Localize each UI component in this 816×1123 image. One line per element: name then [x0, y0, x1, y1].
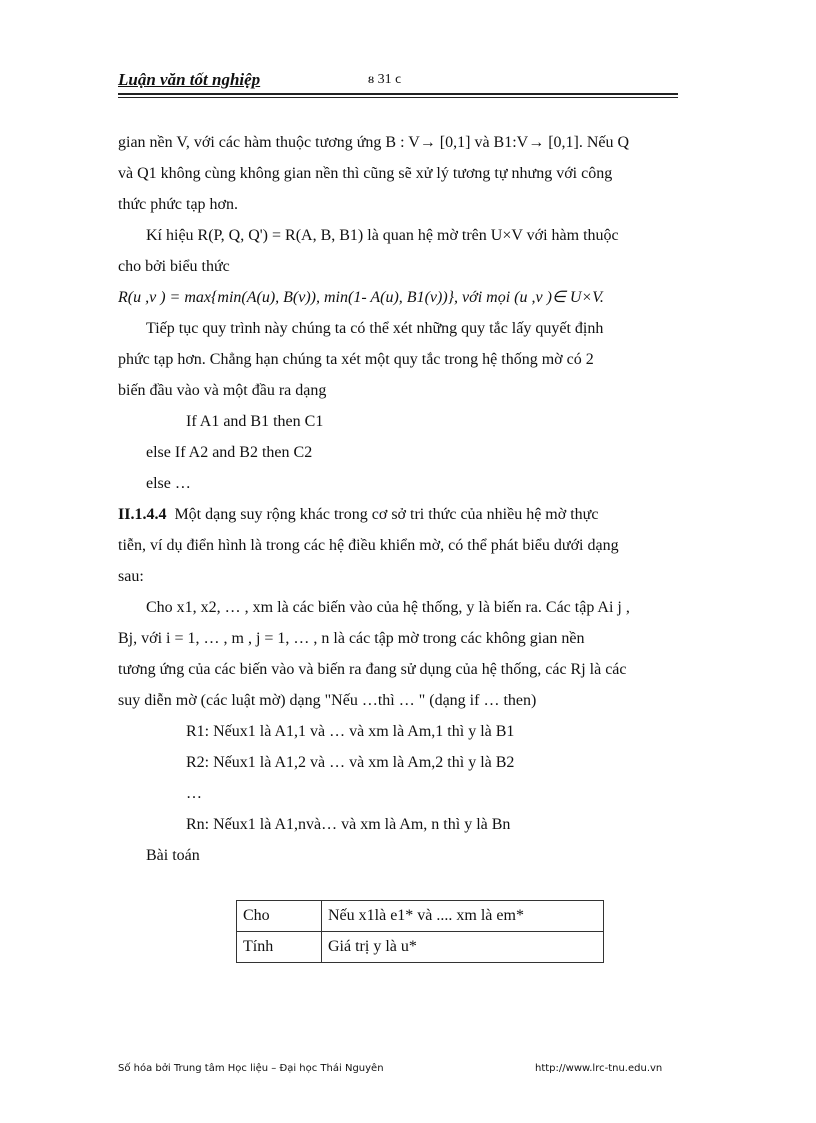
text-line: và Q1 không cùng không gian nền thì cũng sẽ xử lý tương tự nhưng với công	[118, 165, 613, 182]
problem-label: Bài toán	[146, 847, 200, 864]
header-rule-thick	[118, 93, 678, 95]
page-header	[118, 70, 678, 94]
text-line: thức phức tạp hơn.	[118, 196, 238, 213]
rule-line: If A1 and B1 then C1	[186, 413, 324, 430]
text-line: phức tạp hơn. Chẳng hạn chúng ta xét một quy tắc trong hệ thống mờ có 2	[118, 351, 594, 368]
header-rule-thin	[118, 97, 678, 98]
page-body	[118, 127, 678, 871]
table-row	[237, 901, 604, 932]
ellipsis: …	[186, 785, 202, 802]
text-line: gian nền V, với các hàm thuộc tương ứng B : V→ [0,1] và B1:V→ [0,1]. Nếu Q	[118, 134, 630, 151]
header-page-number: ᴕ 31 ϲ	[368, 72, 402, 87]
rule-line: else If A2 and B2 then C2	[146, 444, 313, 461]
header-title: Luận văn tốt nghiệp	[118, 70, 261, 89]
text-line: Kí hiệu R(P, Q, Q') = R(A, B, B1) là quan hệ mờ trên U×V với hàm thuộc	[146, 227, 619, 244]
text-line: tương ứng của các biến vào và biến ra đang sử dụng của hệ thống, các Rj là các	[118, 661, 627, 678]
section-paragraph	[118, 499, 678, 530]
text-line: biến đầu vào và một đầu ra dạng	[118, 382, 327, 399]
formula: R(u ,v ) = max{min(A(u), B(v)), min(1- A(u), B1(v))}, với mọi (u ,v )∈ U×V.	[118, 289, 604, 306]
table-cell-label: Cho	[237, 901, 322, 932]
table-cell-label: Tính	[237, 932, 322, 963]
text-line: Cho x1, x2, … , xm là các biến vào của hệ thống, y là biến ra. Các tập Ai j ,	[146, 599, 630, 616]
text-line: Bj, với i = 1, … , m , j = 1, … , n là các tập mờ trong các không gian nền	[118, 630, 585, 647]
table-row	[237, 932, 604, 963]
text-line: cho bởi biểu thức	[118, 258, 230, 275]
text-line: tiễn, ví dụ điển hình là trong các hệ điều khiển mờ, có thể phát biểu dưới dạng	[118, 537, 619, 554]
fuzzy-rule: R2: Nếux1 là A1,2 và … và xm là Am,2 thì y là B2	[186, 754, 515, 771]
rule-line: else …	[146, 475, 191, 492]
section-number: II.1.4.4	[118, 506, 167, 523]
fuzzy-rule: Rn: Nếux1 là A1,nvà… và xm là Am, n thì y là Bn	[186, 816, 511, 833]
table-cell-value: Giá trị y là u*	[322, 932, 604, 963]
footer-url[interactable]: http://www.lrc-tnu.edu.vn	[535, 1063, 663, 1074]
text-line: Tiếp tục quy trình này chúng ta có thể xét những quy tắc lấy quyết định	[146, 320, 604, 337]
problem-table	[236, 900, 604, 963]
text-line: Một dạng suy rộng khác trong cơ sở tri thức của nhiều hệ mờ thực	[174, 506, 599, 523]
text-line: sau:	[118, 568, 144, 585]
table-cell-value: Nếu x1là e1* và .... xm là em*	[322, 901, 604, 932]
text-line: suy diễn mờ (các luật mờ) dạng "Nếu …thì … " (dạng if … then)	[118, 692, 537, 709]
footer-source: Số hóa bởi Trung tâm Học liệu – Đại học Thái Nguyên	[118, 1063, 384, 1074]
fuzzy-rule: R1: Nếux1 là A1,1 và … và xm là Am,1 thì y là B1	[186, 723, 515, 740]
